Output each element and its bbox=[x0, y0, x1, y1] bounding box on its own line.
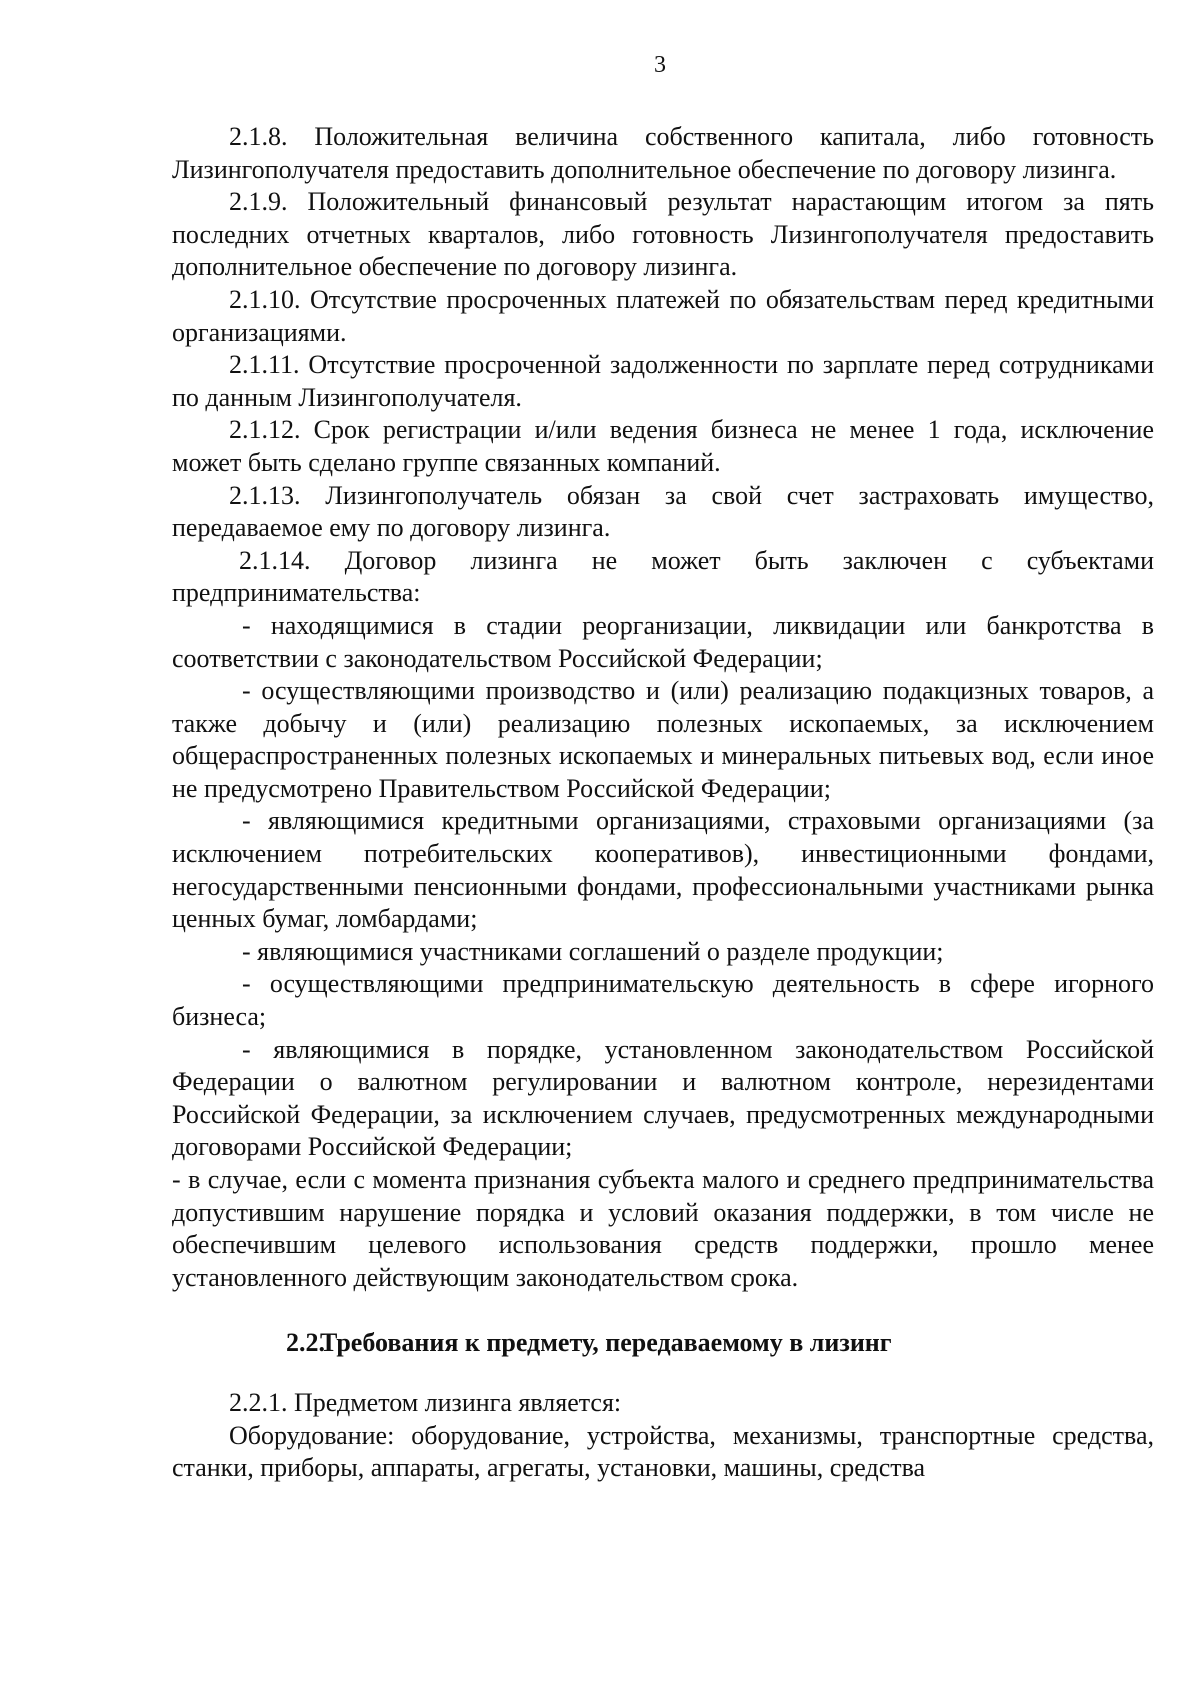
dash-item-nonresidents: - являющимися в порядке, установленном законодательством Российской Федерации о валютном регулировании и валютном контроле, нерезидентами Российской Федерации, за исключением случаев, предусмотренных международными договорами Российской Федерации; bbox=[172, 1034, 1154, 1162]
dash-item-reorganization: - находящимися в стадии реорганизации, ликвидации или банкротства в соответствии с законодательством Российской Федерации; bbox=[172, 610, 1154, 673]
paragraph-2-1-13: 2.1.13. Лизингополучатель обязан за свой счет застраховать имущество, передаваемое ему по договору лизинга. bbox=[172, 480, 1154, 543]
section-title: Требования к предмету, передаваемому в лизинг bbox=[320, 1328, 892, 1358]
paragraph-2-1-8: 2.1.8. Положительная величина собственного капитала, либо готовность Лизингополучателя предоставить дополнительное обеспечение по договору лизинга. bbox=[172, 122, 1154, 184]
dash-item-excise-goods: - осуществляющими производство и (или) реализацию подакцизных товаров, а также добычу и (или) реализацию полезных ископаемых, за исключением общераспространенных полезных ископаемых и минеральных питьевых вод, если иное не предусмотрено Правительством Российской Федерации; bbox=[172, 676, 1154, 803]
paragraph-2-1-9: 2.1.9. Положительный финансовый результат нарастающим итогом за пять последних отчетных кварталов, либо готовность Лизингополучателя предоставить дополнительное обеспечение по договору лизинга. bbox=[172, 187, 1154, 282]
dash-item-production-sharing: - являющимися участниками соглашений о разделе продукции; bbox=[242, 936, 944, 966]
paragraph-2-1-10: 2.1.10. Отсутствие просроченных платежей по обязательствам перед кредитными организациями. bbox=[172, 284, 1154, 347]
section-heading bbox=[172, 1327, 1154, 1360]
document-body bbox=[172, 121, 1154, 1485]
paragraph-2-1-11: 2.1.11. Отсутствие просроченной задолженности по зарплате перед сотрудниками по данным Лизингополучателя. bbox=[172, 350, 1154, 412]
section-number: 2.2. bbox=[286, 1328, 325, 1358]
paragraph-2-2-1: 2.2.1. Предметом лизинга является: bbox=[229, 1387, 622, 1417]
paragraph-2-1-12: 2.1.12. Срок регистрации и/или ведения бизнеса не менее 1 года, исключение может быть сделано группе связанных компаний. bbox=[172, 415, 1154, 477]
page-number: 3 bbox=[654, 52, 666, 78]
dash-item-financial-organizations: - являющимися кредитными организациями, страховыми организациями (за исключением потребительских кооперативов), инвестиционными фондами, негосударственными пенсионными фондами, профессиональными участниками рынка ценных бумаг, ломбардами; bbox=[172, 806, 1154, 934]
paragraph-2-1-14: 2.1.14. Договор лизинга не может быть заключен с субъектами предпринимательства: bbox=[172, 545, 1154, 608]
paragraph-equipment: Оборудование: оборудование, устройства, механизмы, транспортные средства, станки, приборы, аппараты, агрегаты, установки, машины, средства bbox=[172, 1420, 1154, 1483]
dash-item-gambling: - осуществляющими предпринимательскую деятельность в сфере игорного бизнеса; bbox=[172, 969, 1154, 1032]
dash-item-support-violation: - в случае, если с момента признания субъекта малого и среднего предпринимательства допустившим нарушение порядка и условий оказания поддержки, в том числе не обеспечившим целевого использования средств поддержки, прошло менее установленного действующим законодательством срока. bbox=[172, 1165, 1154, 1292]
